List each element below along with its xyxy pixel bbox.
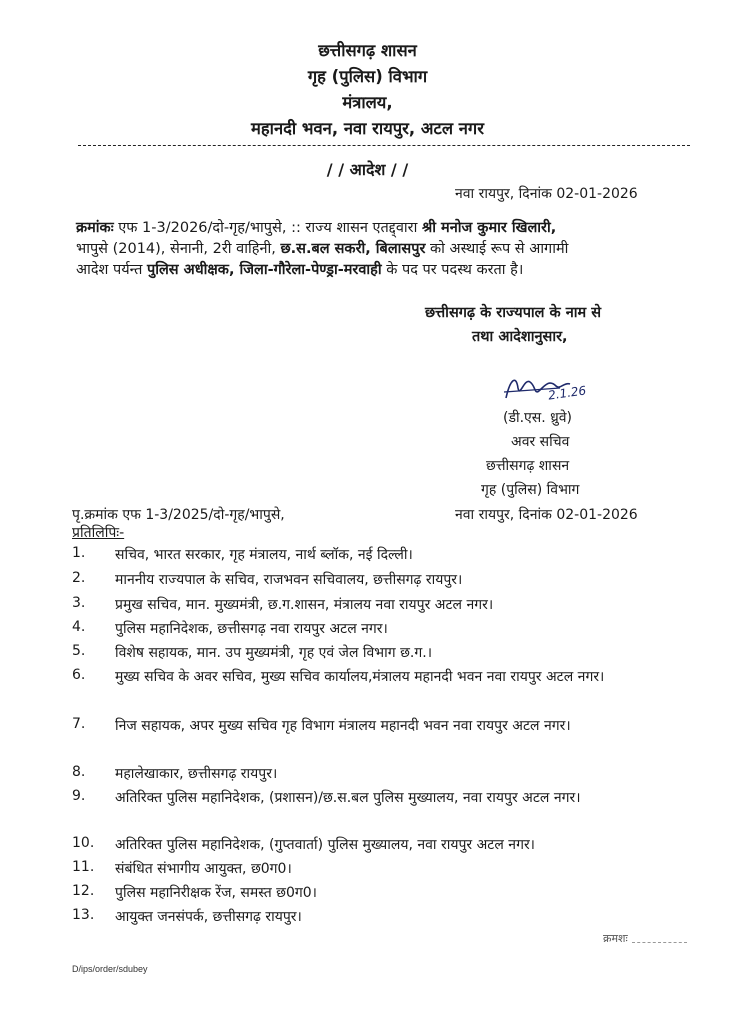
copy-number: 11.: [72, 859, 95, 875]
copy-recipient: महालेखाकार, छत्तीसगढ़ रायपुर।: [115, 766, 278, 782]
copy-number: 13.: [72, 907, 95, 923]
officer-name: श्री मनोज कुमार खिलारी,: [421, 220, 557, 236]
copy-recipient: आयुक्त जनसंपर्क, छत्तीसगढ़ रायपुर।: [115, 909, 302, 925]
copy-recipient: निज सहायक, अपर मुख्य सचिव गृह विभाग मंत्रालय महानदी भवन नवा रायपुर अटल नगर।: [115, 718, 571, 734]
copy-recipient: माननीय राज्यपाल के सचिव, राजभवन सचिवालय, छत्तीसगढ़ रायपुर।: [115, 572, 463, 588]
copy-recipient: अतिरिक्त पुलिस महानिदेशक, (प्रशासन)/छ.स.बल पुलिस मुख्यालय, नवा रायपुर अटल नगर।: [115, 790, 581, 806]
order-body: [76, 218, 676, 281]
copy-number: 6.: [72, 667, 86, 683]
header-address: महानदी भवन, नवा रायपुर, अटल नगर: [251, 119, 484, 138]
header-department: गृह (पुलिस) विभाग: [307, 67, 428, 86]
order-text-5: के पद पर पदस्थ करता है।: [386, 262, 524, 278]
copy-recipient: पुलिस महानिरीक्षक रेंज, समस्त छ0ग0।: [115, 885, 317, 901]
copy-number: 8.: [72, 764, 86, 780]
copy-number: 4.: [72, 619, 86, 635]
order-place-date: नवा रायपुर, दिनांक 02-01-2026: [455, 186, 638, 202]
copy-recipient: विशेष सहायक, मान. उप मुख्यमंत्री, गृह एवं जेल विभाग छ.ग.।: [115, 645, 433, 661]
officer-unit: छ.स.बल सकरी, बिलासपुर: [280, 241, 426, 257]
order-text-1: राज्य शासन एतद्द्वारा: [305, 220, 418, 236]
copy-recipient: संबंधित संभागीय आयुक्त, छ0ग0।: [115, 861, 292, 877]
order-text-4: आदेश पर्यन्त: [76, 262, 143, 278]
order-ref-label: क्रमांकः: [76, 220, 114, 236]
authority-line-1: छत्तीसगढ़ के राज्यपाल के नाम से: [425, 305, 602, 321]
copy-number: 10.: [72, 835, 95, 851]
header-state-name: छत्तीसगढ़ शासन: [318, 41, 417, 60]
continued-line: [632, 942, 687, 943]
authority-line-2: तथा आदेशानुसार,: [472, 329, 568, 345]
copy-number: 3.: [72, 595, 86, 611]
copy-recipient: अतिरिक्त पुलिस महानिदेशक, (गुप्तवार्ता) पुलिस मुख्यालय, नवा रायपुर अटल नगर।: [115, 837, 535, 853]
order-line-1: [76, 218, 676, 239]
signatory-designation: अवर सचिव: [511, 434, 570, 450]
copy-recipient: प्रमुख सचिव, मान. मुख्यमंत्री, छ.ग.शासन, मंत्रालय नवा रायपुर अटल नगर।: [115, 597, 494, 613]
order-ref-no: एफ 1-3/2026/दो-गृह/भापुसे,: [118, 220, 287, 236]
order-line-2: [76, 239, 676, 260]
continued-marker: क्रमशः: [603, 932, 628, 945]
copy-number: 7.: [72, 716, 86, 732]
copy-recipient: पुलिस महानिदेशक, छत्तीसगढ़ नवा रायपुर अटल नगर।: [115, 621, 388, 637]
copy-recipient: सचिव, भारत सरकार, गृह मंत्रालय, नार्थ ब्लॉक, नई दिल्ली।: [115, 547, 413, 563]
copy-to-label: प्रतिलिपिः-: [72, 525, 125, 541]
copy-number: 2.: [72, 570, 86, 586]
header-ministry: मंत्रालय,: [342, 93, 393, 112]
header-divider: [78, 145, 690, 146]
order-text-2: भापुसे (2014), सेनानी, 2री वाहिनी,: [76, 241, 276, 257]
copy-number: 5.: [72, 643, 86, 659]
order-line-3: [76, 260, 676, 281]
copy-number: 1.: [72, 545, 86, 561]
signatory-org-1: छत्तीसगढ़ शासन: [486, 458, 570, 474]
footer-file-path: D/ips/order/sdubey: [72, 964, 148, 974]
copy-number: 9.: [72, 788, 86, 804]
signatory-name: (डी.एस. ध्रुवे): [503, 410, 572, 426]
endorsement-place-date: नवा रायपुर, दिनांक 02-01-2026: [455, 507, 638, 523]
posting-designation: पुलिस अधीक्षक, जिला-गौरेला-पेण्ड्रा-मरवाही: [146, 262, 382, 278]
copy-recipient: मुख्य सचिव के अवर सचिव, मुख्य सचिव कार्यालय,मंत्रालय महानदी भवन नवा रायपुर अटल नगर।: [115, 669, 605, 685]
signature-date: 2.1.26: [547, 383, 587, 403]
copy-number: 12.: [72, 883, 95, 899]
endorsement-ref: पृ.क्रमांक एफ 1-3/2025/दो-गृह/भापुसे,: [72, 507, 285, 523]
order-sep: ::: [291, 220, 301, 236]
order-text-3: को अस्थाई रूप से आगामी: [430, 241, 569, 257]
signatory-org-2: गृह (पुलिस) विभाग: [481, 482, 580, 498]
order-title: / / आदेश / /: [326, 160, 409, 179]
